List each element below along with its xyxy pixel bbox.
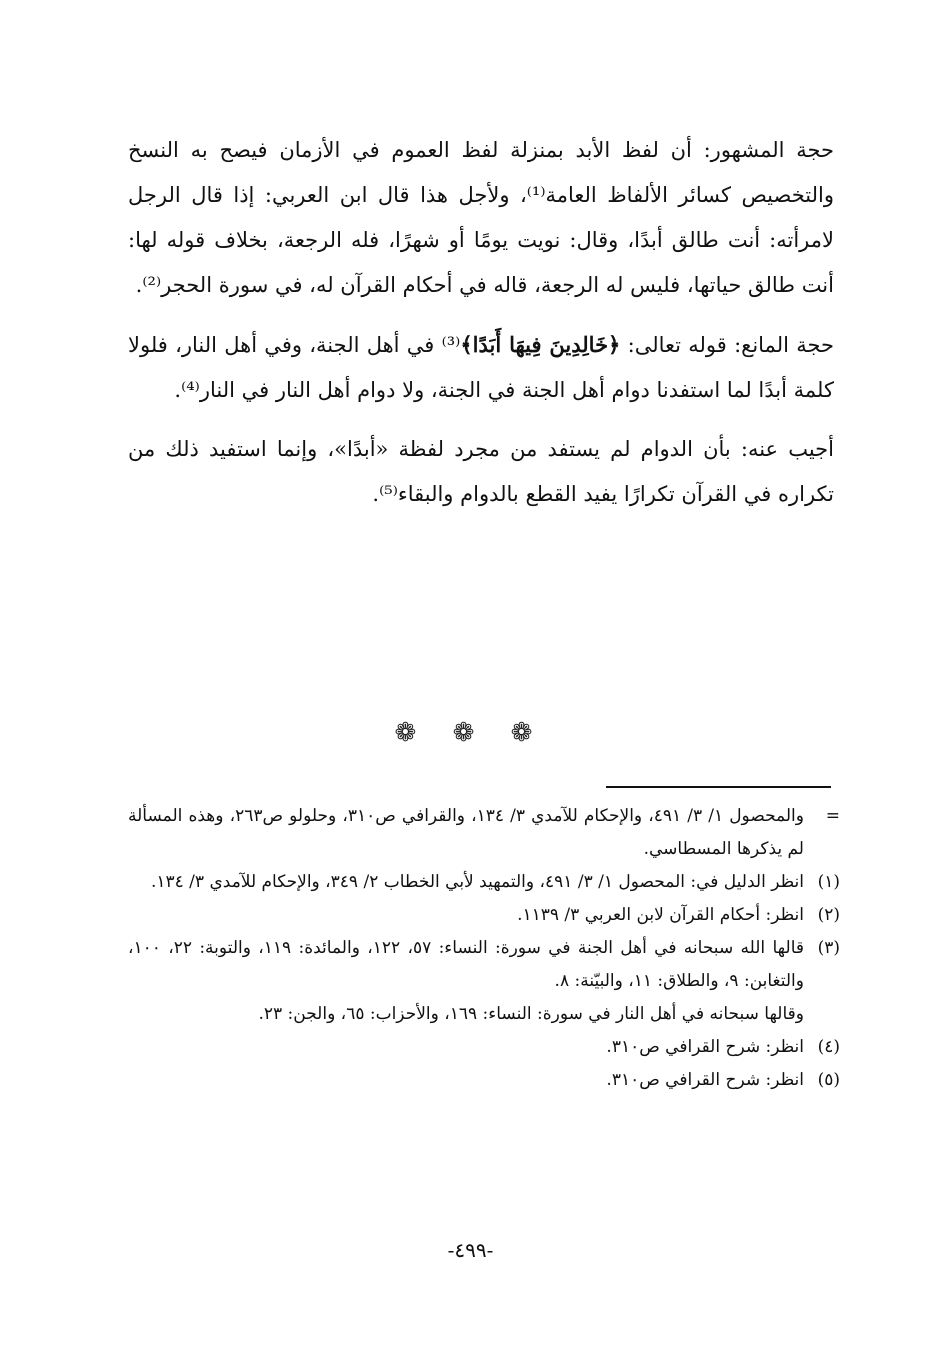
main-text [128, 128, 834, 531]
footnote-text: والمحصول ١/ ٣/ ٤٩١، والإحكام للآمدي ٣/ ١٣٤، والقرافي ص٣١٠، وحلولو ص٢٦٣، وهذه المسألة لم يذكرها المسطاسي. [128, 806, 804, 859]
footnote-number: (٢) [817, 905, 840, 925]
footnote-text: وقالها سبحانه في أهل النار في سورة: النساء: ١٦٩، والأحزاب: ٦٥، والجن: ٢٣. [258, 1004, 804, 1024]
paragraph-famous-argument: حجة المشهور: أن لفظ الأبد بمنزلة لفظ العموم في الأزمان فيصح به النسخ والتخصيص كسائر الألفاظ العامة⁽¹⁾، ولأجل هذا قال ابن العربي: إذا قال الرجل لامرأته: أنت طالق أبدًا، وقال: نويت يومًا أو شهرًا، فله الرجعة، بخلاف قوله لها: أنت طالق حياتها، فليس له الرجعة، قاله في أحكام القرآن له، في سورة الحجر⁽²⁾. [128, 138, 834, 297]
footnote-number: (٣) [817, 938, 840, 958]
paragraph-objector-argument [128, 322, 834, 413]
footnote-number: (٤) [817, 1037, 840, 1057]
footnote-number: (١) [817, 872, 840, 892]
footnote-text: انظر: شرح القرافي ص٣١٠. [606, 1037, 804, 1057]
page-number: -٤٩٩- [447, 1238, 494, 1262]
footnote-number [804, 998, 840, 1031]
footnote-marker: = [825, 806, 840, 826]
footnote-text: انظر الدليل في: المحصول ١/ ٣/ ٤٩١، والتمهيد لأبي الخطاب ٢/ ٣٤٩، والإحكام للآمدي ٣/ ١٣٤. [150, 872, 804, 892]
footnote-text: قالها الله سبحانه في أهل الجنة في سورة: النساء: ٥٧، ١٢٢، والمائدة: ١١٩، والتوبة: ٢٢، ١٠٠، والتغابن: ٩، والطلاق: ١١، والبيّنة: ٨. [128, 938, 804, 991]
quran-verse: ﴿خَالِدِينَ فِيهَا أَبَدًا﴾ [460, 332, 621, 357]
section-ornament-divider: ❁ ❁ ❁ [394, 718, 547, 748]
footnote-5 [128, 1064, 840, 1097]
footnotes [128, 800, 840, 1097]
footnote-text: انظر: أحكام القرآن لابن العربي ٣/ ١١٣٩. [517, 905, 804, 925]
footnote-continued [128, 800, 840, 866]
objector-rest: أهل النار، فلولا كلمة أبدًا لما استفدنا دوام أهل الجنة في الجنة، ولا دوام أهل النار في النار⁽⁴⁾. [128, 333, 834, 402]
footnote-text: انظر: شرح القرافي ص٣١٠. [606, 1070, 804, 1090]
footnote-2 [128, 899, 840, 932]
footnote-1 [128, 866, 840, 899]
paragraph-response: أجيب عنه: بأن الدوام لم يستفد من مجرد لفظة «أبدًا»، وإنما استفيد ذلك من تكراره في القرآن تكرارًا يفيد القطع بالدوام والبقاء⁽⁵⁾. [128, 437, 834, 506]
footnote-separator-line [606, 786, 831, 788]
footnote-4 [128, 1031, 840, 1064]
footnote-number: (٥) [817, 1070, 840, 1090]
objector-intro: حجة المانع: قوله تعالى: [620, 333, 834, 357]
objector-continuation: ⁽³⁾ في أهل الجنة، وفي [257, 333, 461, 357]
footnote-3 [128, 932, 840, 998]
footnote-3-continued [128, 998, 840, 1031]
